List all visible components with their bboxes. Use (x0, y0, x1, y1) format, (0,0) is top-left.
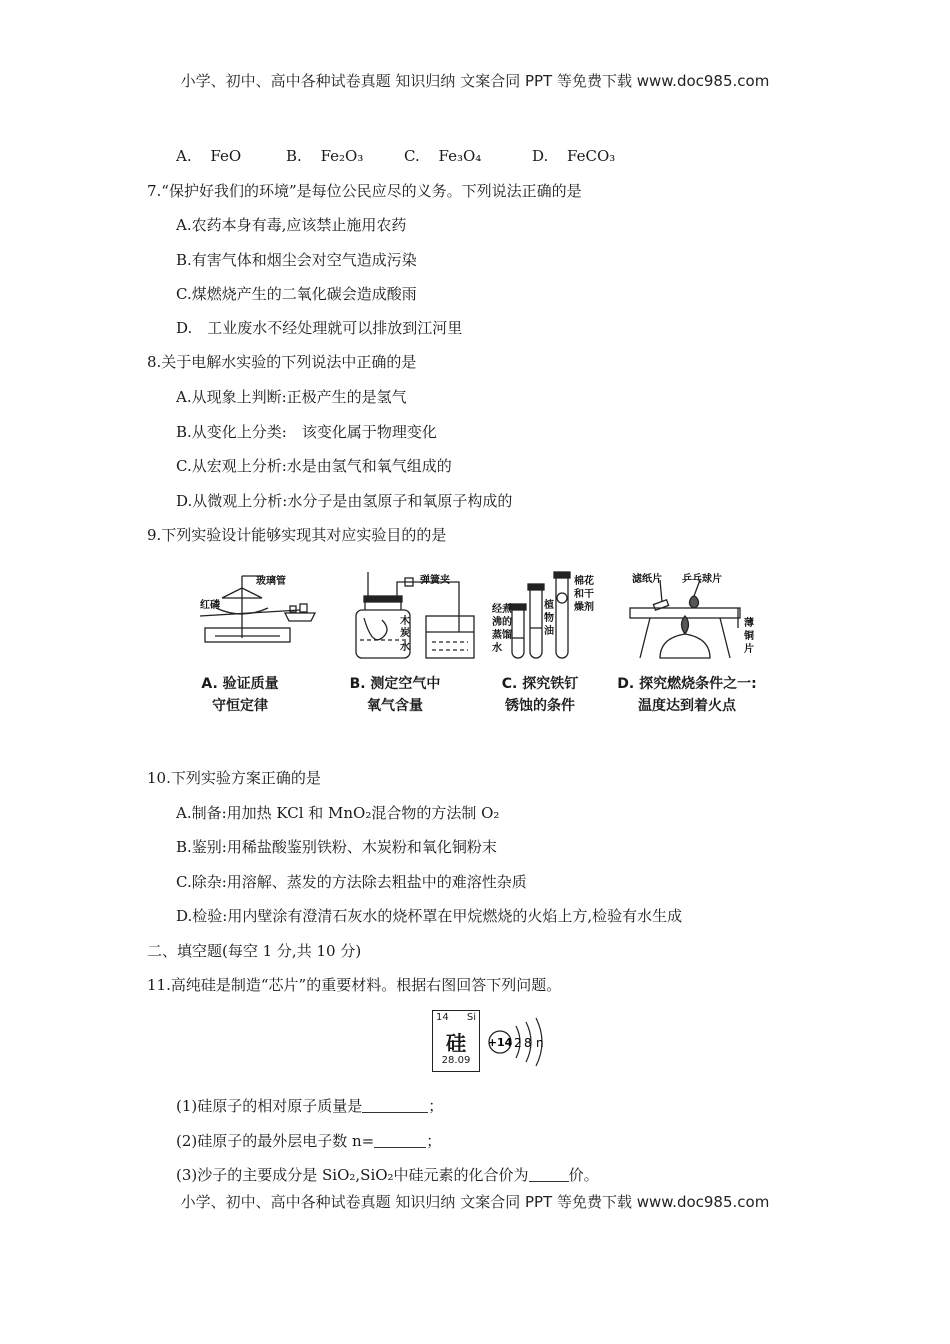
element-card (432, 1010, 480, 1072)
figure-b-caption-1: B. 测定空气中 (349, 676, 441, 692)
page-header: 小学、初中、高中各种试卷真题 知识归纳 文案合同 PPT 等免费下载 www.doc985.com (180, 72, 770, 90)
atom-shell-3: n (536, 1036, 544, 1050)
q6-option-a-label: A. (176, 147, 192, 165)
label-copper-1: 薄 (744, 618, 754, 629)
atom-shell-1: 2 (514, 1036, 522, 1050)
q6-option-c (404, 146, 481, 166)
figure-c-caption (480, 673, 600, 717)
q11-sub3 (176, 1165, 599, 1185)
q9-stem: 9.下列实验设计能够实现其对应实验目的的是 (147, 526, 447, 544)
figure-b-caption-2: 氧气含量 (367, 698, 423, 714)
figure-c-caption-2: 锈蚀的条件 (505, 698, 575, 714)
q11-sub3-end: 价。 (568, 1166, 599, 1184)
figure-d-combustion-icon (630, 580, 740, 658)
q6-option-b (286, 146, 363, 166)
label-charcoal-2: 炭 (400, 628, 410, 639)
figure-a-caption-1: A. 验证质量 (201, 676, 279, 692)
q7-option-c: C.煤燃烧产生的二氧化碳会造成酸雨 (176, 285, 417, 303)
element-symbol: Si (466, 1012, 476, 1023)
q11-sub3-text: (3)沙子的主要成分是 SiO₂,SiO₂中硅元素的化合价为 (176, 1166, 529, 1184)
atom-shell-2: 8 (524, 1036, 532, 1050)
atom-structure-diagram (486, 1014, 556, 1070)
label-copper-3: 片 (744, 644, 754, 655)
figure-d-caption-2: 温度达到着火点 (638, 698, 736, 714)
q8-option-a: A.从现象上判断:正极产生的是氢气 (176, 388, 407, 406)
label-oil-2: 物 (544, 613, 554, 624)
page-footer: 小学、初中、高中各种试卷真题 知识归纳 文案合同 PPT 等免费下载 www.doc985.com (180, 1193, 770, 1211)
q7-option-a: A.农药本身有毒,应该禁止施用农药 (176, 216, 407, 234)
figure-c-caption-1: C. 探究铁钉 (501, 676, 579, 692)
q11-sub2 (176, 1131, 441, 1151)
label-cotton-3: 燥剂 (574, 602, 594, 613)
q11-sub1 (176, 1096, 443, 1116)
figure-a-caption-2: 守恒定律 (212, 698, 268, 714)
label-glass-tube: 玻璃管 (256, 576, 286, 587)
q10-option-b: B.鉴别:用稀盐酸鉴别铁粉、木炭粉和氧化铜粉末 (176, 838, 497, 856)
q6-option-a (176, 146, 241, 166)
element-mass: 28.09 (441, 1055, 471, 1066)
q10-option-c: C.除杂:用溶解、蒸发的方法除去粗盐中的难溶性杂质 (176, 873, 527, 891)
q10-option-a: A.制备:用加热 KCl 和 MnO₂混合物的方法制 O₂ (176, 804, 500, 822)
q10-option-d: D.检验:用内壁涂有澄清石灰水的烧杯罩在甲烷燃烧的火焰上方,检验有水生成 (176, 907, 683, 925)
element-name: 硅 (446, 1031, 466, 1055)
label-cotton-1: 棉花 (574, 576, 594, 587)
q6-option-c-label: C. (404, 147, 420, 165)
q6-option-d-label: D. (532, 147, 549, 165)
figure-b-apparatus-icon (356, 572, 474, 658)
q6-option-d-formula: FeCO₃ (567, 147, 616, 165)
label-cotton-2: 和干 (574, 589, 594, 600)
label-boiled-2: 沸的 (492, 617, 512, 628)
q6-option-b-label: B. (286, 147, 302, 165)
label-boiled-1: 经煮 (492, 604, 512, 615)
figure-d-caption (602, 673, 772, 717)
q8-stem: 8.关于电解水实验的下列说法中正确的是 (147, 353, 417, 371)
q11-sub2-end: ； (426, 1132, 442, 1150)
label-water-b: 水 (400, 642, 410, 653)
q11-sub2-blank[interactable] (374, 1132, 426, 1148)
label-spring-clip: 弹簧夹 (420, 575, 450, 586)
q8-option-b: B.从变化上分类: 该变化属于物理变化 (176, 423, 437, 441)
label-pingpong: 乒乓球片 (682, 574, 722, 585)
figure-b-caption (335, 673, 455, 717)
q7-stem: 7.“保护好我们的环境”是每位公民应尽的义务。下列说法正确的是 (147, 182, 582, 200)
label-red-phosphorus: 红磷 (200, 600, 220, 611)
figure-d-caption-1: D. 探究燃烧条件之一: (617, 676, 757, 692)
q6-option-b-formula: Fe₂O₃ (320, 147, 364, 165)
q11-sub1-blank[interactable] (362, 1097, 428, 1113)
q10-stem: 10.下列实验方案正确的是 (147, 769, 321, 787)
q6-option-c-formula: Fe₃O₄ (438, 147, 482, 165)
q6-option-a-formula: FeO (210, 147, 242, 165)
label-oil-3: 油 (544, 626, 554, 637)
q6-option-d (532, 146, 615, 166)
q11-stem: 11.高纯硅是制造“芯片”的重要材料。根据右图回答下列问题。 (147, 976, 562, 994)
q11-sub2-text: (2)硅原子的最外层电子数 n= (176, 1132, 375, 1150)
label-filter-paper: 滤纸片 (632, 574, 662, 585)
q9-figures (0, 568, 950, 668)
figure-c-test-tubes-icon (510, 572, 570, 658)
q11-sub1-text: (1)硅原子的相对原子质量是 (176, 1097, 363, 1115)
q11-sub3-blank[interactable] (529, 1166, 569, 1182)
q7-option-d: D. 工业废水不经处理就可以排放到江河里 (176, 319, 463, 337)
q8-option-d: D.从微观上分析:水分子是由氢原子和氧原子构成的 (176, 492, 513, 510)
figure-a-caption (180, 673, 300, 717)
label-boiled-3: 蒸馏 (492, 630, 512, 641)
element-number: 14 (436, 1012, 449, 1023)
label-copper-2: 铜 (744, 631, 754, 642)
section-2-title: 二、填空题(每空 1 分,共 10 分) (147, 942, 362, 960)
q8-option-c: C.从宏观上分析:水是由氢气和氧气组成的 (176, 457, 452, 475)
q11-sub1-end: ； (428, 1097, 444, 1115)
label-oil-1: 植 (544, 600, 554, 611)
label-boiled-4: 水 (492, 643, 502, 654)
atom-nucleus-charge: +14 (487, 1036, 513, 1049)
q7-option-b: B.有害气体和烟尘会对空气造成污染 (176, 251, 417, 269)
label-charcoal-1: 木 (400, 616, 410, 627)
